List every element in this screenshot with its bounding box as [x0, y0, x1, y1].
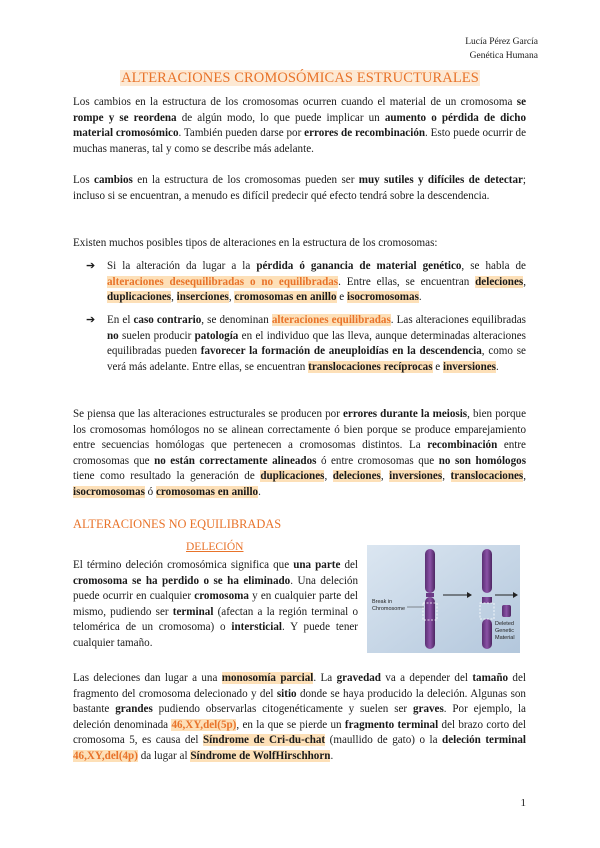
- label-deleted-genetic-material: Deleted Genetic Material: [495, 621, 515, 641]
- arrow-bullet-icon: ➔: [86, 314, 96, 326]
- page-header: [465, 35, 538, 63]
- chromosome-deletion-figure: [367, 545, 520, 653]
- list-item-unbalanced: ➔ Si la alteración da lugar a la pérdida ó ganancia de material genético, se habla de alteraciones desequilibradas o no equilibradas. Entre ellas, se encuentran deleciones, duplicaciones, inserciones, cromosomas en anillo e isocromosomas.: [86, 260, 526, 304]
- document-title: ALTERACIONES CROMOSÓMICAS ESTRUCTURALES: [121, 70, 479, 86]
- paragraph-meiosis: Se piensa que las alteraciones estructurales se producen por errores durante la meiosis, bien porque los cromosomas homólogos no se alinean correctamente ó bien porque se produce emparejamiento entre secuencias homólogas que pertenecen a cromosomas distintos. La recombinación entre cromosomas que no están correctamente alineados ó entre cromosomas que no son homólogos tiene como resultado la generación de duplicaciones, deleciones, inversiones, translocaciones, isocromosomas ó cromosomas en anillo.: [73, 408, 527, 498]
- paragraph-changes: Los cambios en la estructura de los cromosomas pueden ser muy sutiles y difíciles de detectar; incluso si se encuentran, a menudo es difícil predecir qué efecto tendrá sobre la descendencia.: [73, 174, 527, 202]
- paragraph-intro: Los cambios en la estructura de los cromosomas ocurren cuando el material de un cromosoma se rompe y se reordena de algún modo, lo que puede implicar un aumento o pérdida de dicho material cromosómico. También pueden darse por errores de recombinación. Esto puede ocurrir de muchas maneras, tal y como se describe más adelante.: [73, 96, 526, 155]
- list-item-balanced: ➔ En el caso contrario, se denominan alteraciones equilibradas. Las alteraciones equilibradas no suelen producir patología en el individuo que las lleva, aunque determinadas alteraciones equilibradas pueden favorecer la formación de aneuploidías en la descendencia, como se verá más adelante. Entre ellas, se encuentran translocaciones recíprocas e inversiones.: [86, 314, 526, 373]
- header-author: Lucía Pérez García: [465, 37, 538, 47]
- page-number: 1: [520, 797, 526, 809]
- section-title: ALTERACIONES NO EQUILIBRADAS: [73, 517, 282, 531]
- chromosome-deletion-diagram: [367, 545, 520, 653]
- label-break-in-chromosome: Break in Chromosome: [372, 599, 406, 612]
- paragraph-monosomy: Las deleciones dan lugar a una monosomía parcial. La gravedad va a depender del tamaño del fragmento del cromosoma delecionado y del sitio donde se haya producido la deleción. Algunas son bastante grandes pudiendo observarlas citogenéticamente y suelen ser graves. Por ejemplo, la deleción denominada 46,XY,del(5p), en la que se pierde un fragmento terminal del brazo corto del cromosoma 5, es causa del Síndrome de Cri-du-chat (maullido de gato) o la deleción terminal 46,XY,del(4p) da lugar al Síndrome de WolfHirschhorn.: [73, 672, 527, 762]
- paragraph-deletion: El término deleción cromosómica significa que una parte del cromosoma se ha perdido o se ha eliminado. Una deleción puede ocurrir en cualquier cromosoma y en cualquier parte del mismo, pudiendo ser terminal (afectan a la región terminal o telomérica de un cromosoma) o intersticial. Y puede tener cualquier tamaño.: [73, 559, 359, 649]
- arrow-bullet-icon: ➔: [86, 260, 96, 272]
- paragraph-types: Existen muchos posibles tipos de alteraciones en la estructura de los cromosomas:: [73, 237, 438, 249]
- header-subject: Genética Humana: [469, 51, 538, 61]
- subsection-title: DELECIÓN: [186, 541, 244, 553]
